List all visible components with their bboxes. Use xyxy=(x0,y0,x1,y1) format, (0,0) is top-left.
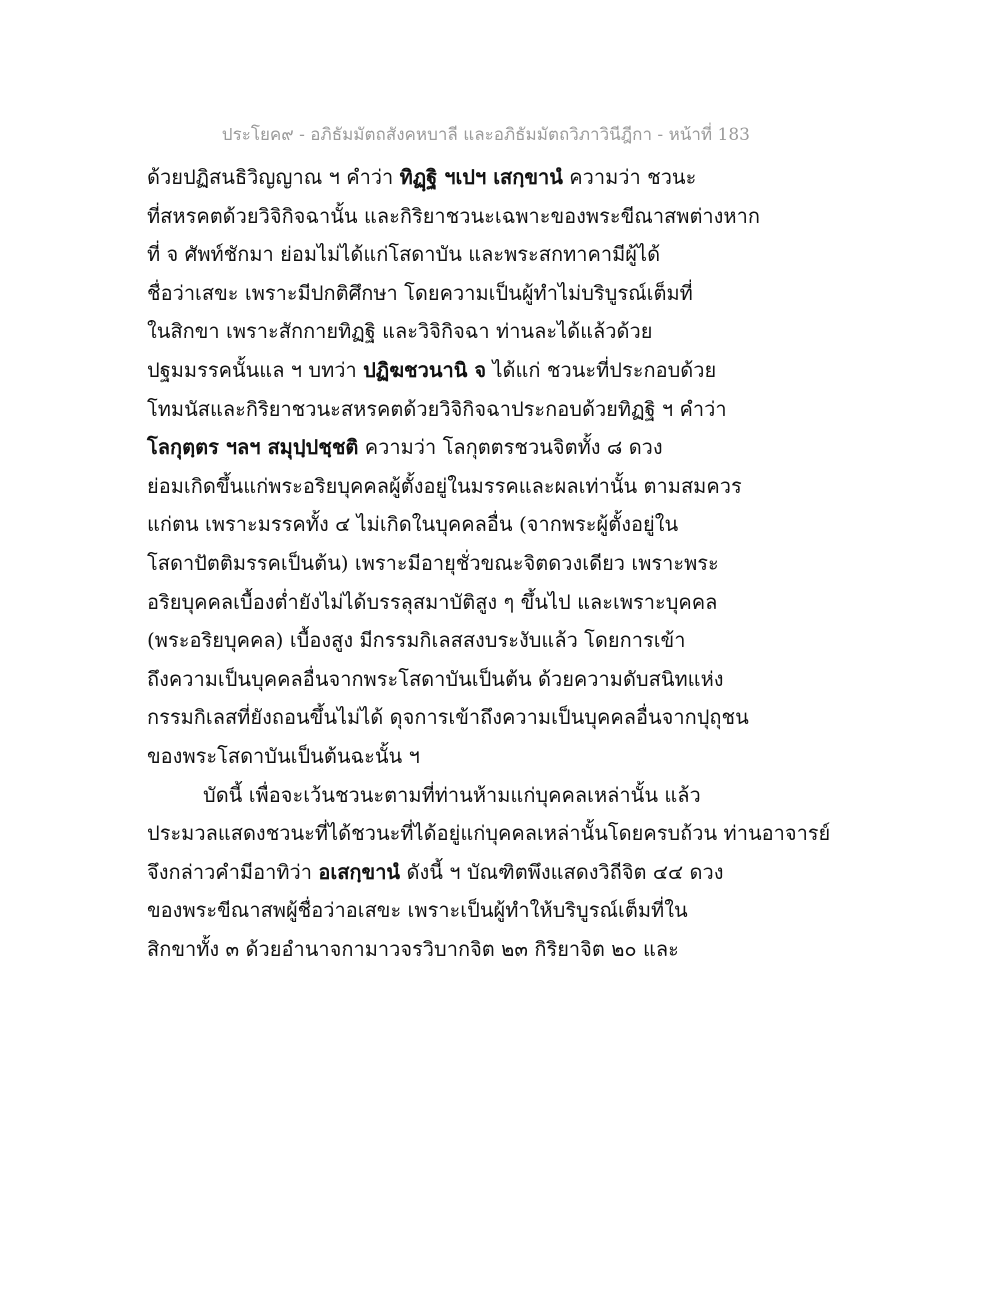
text-segment: ประมวลแสดงชวนะที่ได้ชวนะที่ได้อยู่แก่บุคคลเหล่านั้นโดยครบถ้วน ท่านอาจารย์ xyxy=(147,821,831,846)
text-segment: ที่สหรคตด้วยวิจิกิจฉานั้น และกิริยาชวนะเฉพาะของพระขีณาสพต่างหาก xyxy=(147,203,760,228)
text-line xyxy=(147,505,847,544)
text-line xyxy=(147,390,847,429)
text-line xyxy=(147,621,847,660)
text-line xyxy=(147,274,847,313)
text-segment: (พระอริยบุคคล) เบื้องสูง มีกรรมกิเลสสงบระงับแล้ว โดยการเข้า xyxy=(147,628,686,653)
text-segment: สิกขาทั้ง ๓ ด้วยอำนาจกามาวจรวิบากจิต ๒๓ กิริยาจิต ๒๐ และ xyxy=(147,936,679,961)
text-line xyxy=(147,776,847,815)
bold-term: ทิฏฺฐิ ฯเปฯ เสกฺขานํ xyxy=(399,165,563,189)
text-line xyxy=(147,814,847,853)
body-text xyxy=(147,158,847,968)
text-segment: ปฐมมรรคนั้นแล ฯ บทว่า xyxy=(147,357,364,382)
text-line xyxy=(147,891,847,930)
text-line xyxy=(147,853,847,892)
text-segment: ในสิกขา เพราะสักกายทิฏฐิ และวิจิกิจฉา ท่านละได้แล้วด้วย xyxy=(147,319,653,344)
text-line xyxy=(147,467,847,506)
text-segment: ของพระโสดาบันเป็นต้นฉะนั้น ฯ xyxy=(147,743,420,768)
bold-term: อเสกฺขานํ xyxy=(318,859,401,884)
text-segment: ย่อมเกิดขึ้นแก่พระอริยบุคคลผู้ตั้งอยู่ในมรรคและผลเท่านั้น ตามสมควร xyxy=(147,473,742,498)
text-segment: ถึงความเป็นบุคคลอื่นจากพระโสดาบันเป็นต้น ด้วยความดับสนิทแห่ง xyxy=(147,666,724,691)
text-line xyxy=(147,197,847,236)
text-segment: กรรมกิเลสที่ยังถอนขึ้นไม่ได้ ดุจการเข้าถึงความเป็นบุคคลอื่นจากปุถุชน xyxy=(147,705,749,730)
text-segment: โสดาปัตติมรรคเป็นต้น) เพราะมีอายุชั่วขณะจิตดวงเดียว เพราะพระ xyxy=(147,550,719,575)
text-segment: จึงกล่าวคำมีอาทิว่า xyxy=(147,859,319,884)
text-segment: ได้แก่ ชวนะที่ประกอบด้วย xyxy=(486,357,717,382)
running-header: ประโยค๙ - อภิธัมมัตถสังคหบาลี และอภิธัมมัตถวิภาวินีฎีกา - หน้าที่ 183 xyxy=(221,125,750,145)
text-line xyxy=(147,312,847,351)
text-line xyxy=(147,583,847,622)
text-line xyxy=(147,930,847,969)
text-line xyxy=(147,698,847,737)
text-line xyxy=(147,235,847,274)
text-segment: ของพระขีณาสพผู้ชื่อว่าอเสขะ เพราะเป็นผู้ทำให้บริบูรณ์เต็มที่ใน xyxy=(147,898,688,923)
text-line xyxy=(147,428,847,467)
text-segment: ความว่า โลกุตตรชวนจิตทั้ง ๘ ดวง xyxy=(358,435,663,460)
text-segment: โทมนัสและกิริยาชวนะสหรคตด้วยวิจิกิจฉาประกอบด้วยทิฏฐิ ฯ คำว่า xyxy=(147,396,727,421)
text-line xyxy=(147,737,847,776)
bold-term: ปฏิฆชวนานิ จ xyxy=(363,357,487,382)
text-segment: ที่ จ ศัพท์ชักมา ย่อมไม่ได้แก่โสดาบัน และพระสกทาคามีผู้ได้ xyxy=(147,242,661,267)
bold-term: โลกุตฺตร ฯลฯ สมุปฺปชฺชติ xyxy=(147,435,359,460)
text-segment: ดังนี้ ฯ บัณฑิตพึงแสดงวิถีจิต ๔๔ ดวง xyxy=(400,859,724,884)
text-line xyxy=(147,351,847,390)
text-segment: ด้วยปฏิสนธิวิญญาณ ฯ คำว่า xyxy=(147,165,400,189)
text-segment: แก่ตน เพราะมรรคทั้ง ๔ ไม่เกิดในบุคคลอื่น (จากพระผู้ตั้งอยู่ใน xyxy=(147,512,679,537)
text-line xyxy=(147,544,847,583)
text-line xyxy=(147,660,847,699)
text-line xyxy=(147,158,847,197)
text-segment: ความว่า ชวนะ xyxy=(562,165,697,189)
text-segment: อริยบุคคลเบื้องต่ำยังไม่ได้บรรลุสมาบัติสูง ๆ ขึ้นไป และเพราะบุคคล xyxy=(147,589,718,614)
text-segment: บัดนี้ เพื่อจะเว้นชวนะตามที่ท่านห้ามแก่บุคคลเหล่านั้น แล้ว xyxy=(203,782,701,807)
text-segment: ชื่อว่าเสขะ เพราะมีปกติศึกษา โดยความเป็นผู้ทำไม่บริบูรณ์เต็มที่ xyxy=(147,280,693,305)
